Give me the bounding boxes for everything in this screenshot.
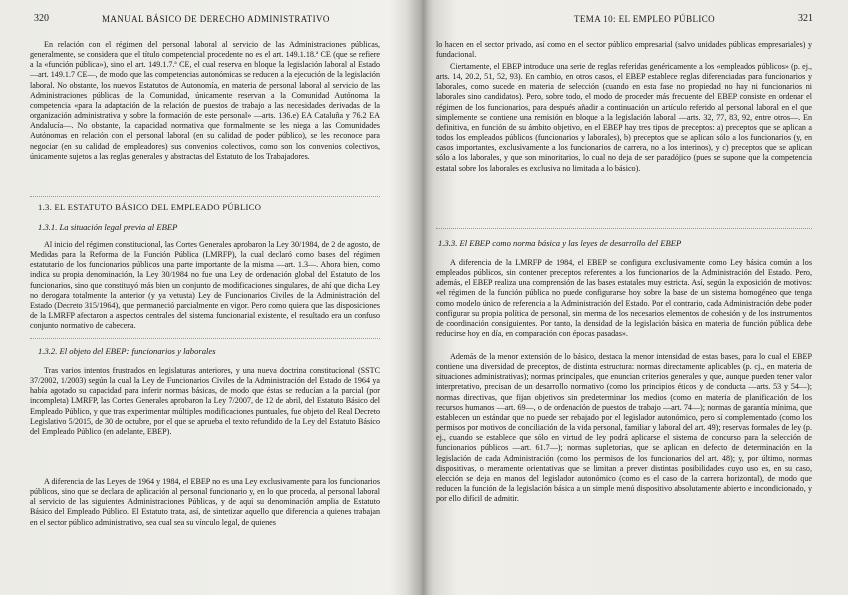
paragraph-continuation <box>436 40 812 60</box>
right-page <box>424 0 848 595</box>
gutter-shadow-left <box>406 0 424 595</box>
paragraph-1-3-1-text: Al inicio del régimen constitucional, las Cortes Generales aprobaron la Ley 30/1984, de 2 de agosto, de Medidas para la Reforma de la Función Pública (LMRFP), la cual declaró como bases del régimen estatutario de los funcionarios públicos una parte importante de la misma —art. 1.3—. Ahora bien, como indica su propia denominación, la Ley 30/1984 no fue una Ley de ordenación global del Estatuto de los funcionarios, sino que constituyó más bien un conjunto de modificaciones singulares, de ahí que dicha Ley no derogara totalmente la anterior (y ya vetusta) Ley de Funcionarios Civiles de la Administración del Estado (Decreto 315/1964), que permaneció parcialmente en vigor. Pero como quiera que las disposiciones de la LMRFP afectaron a aspectos centrales del sistema funcionarial existente, el resultado era un confuso conjunto normativo de cabecera. <box>30 240 380 331</box>
rule <box>436 228 812 230</box>
subsection-heading-1-3-3: 1.3.3. El EBEP como norma básica y las leyes de desarrollo del EBEP <box>438 238 682 248</box>
paragraph-1-3-2b-text: A diferencia de las Leyes de 1964 y 1984, el EBEP no es una Ley exclusivamente para los funcionarios públicos, sino que se declara de aplicación al personal funcionario y, en lo que proceda, al personal laboral al servicio de las siguientes Administraciones Públicas, y de aquí su denominación amplia de Estatuto Básico del Empleado Público. El Estatuto trata, así, de sintetizar aquello que diferencia a quienes trabajan en el sector público administrativo, sea cual sea su vínculo legal, de quienes <box>30 477 380 527</box>
paragraph-1-3-2a-text: Tras varios intentos frustrados en legislaturas anteriores, y una nueva doctrina constitucional (SSTC 37/2002, 1/2003) según la cual la Ley de Funcionarios Civiles de la Administración del Estado de 1964 ya había agotado su capacidad para inferir normas básicas, de modo que éstas se reducían a la parcial (por incompleta) LMRFP, las Cortes Generales aprobaron la Ley 7/2007, de 12 de abril, del Estatuto Básico del Empleado Público, y que tras experimentar múltiples modificaciones puntuales, fue objeto del Real Decreto Legislativo 5/2015, de 30 de octubre, por el que se aprueba el texto refundido de la Ley del Estatuto Básico del Empleado Público (en adelante, EBEP). <box>30 366 380 436</box>
paragraph-continuation-text: lo hacen en el sector privado, así como en el sector público empresarial (salvo unidades públicas empresariales) y fundacional. <box>436 40 812 60</box>
paragraph-ciertamente <box>436 62 812 174</box>
page-number-left: 320 <box>34 13 49 24</box>
paragraph-1-3-3b <box>436 352 812 504</box>
paragraph-1-3-1 <box>30 240 380 331</box>
rule <box>30 338 380 340</box>
paragraph-1-3-3b-text: Además de la menor extensión de lo básico, destaca la menor intensidad de estas bases, para lo cual el EBEP contiene una diversidad de preceptos, de distinta estructura: normas directamente aplicables (p. cj., en materia de situaciones administrativas); normas principales, que enuncian criterios generales y que, aunque pueden tener valor interpretativo, precisan de un desarrollo normativo (como los principios éticos y de conducta —arts. 53 y 54—); normas directivas, que fijan objetivos sin predeterminar los medios (como en materia de planificación de los recursos humanos —art. 69—, o de ordenación de puestos de trabajo —art. 74—); normas de garantía mínima, que establecen un estándar que no puede ser rebajado por el legislador autonómico, pero sí complementado (como los permisos por motivos de conciliación de la vida personal, familiar y laboral del art. 49); reservas formales de ley (p. ej., cuando se establece que sólo en virtud de ley podrá aplicarse el sistema de concurso para la selección de funcionarios públicos —art. 61.7—); normas supletorias, que se aplican en defecto de determinación en la legislación de cada Administración (como los permisos de los funcionarios del art. 48); y, por último, normas dispositivas, o meramente orientativas que se limitan a prever distintas posibilidades cuyo uso es, en su caso, elección se deja en manos del legislador autonómico (como es el caso de la carrera horizontal), de modo que reducen la función de la legislación básica a un simple menú dispositivo absolutamente abierto e incondicionado, y por ello difícil de admitir. <box>436 352 812 504</box>
section-heading-1-3: 1.3. EL ESTATUTO BÁSICO DEL EMPLEADO PÚBLICO <box>38 202 262 212</box>
gutter-shadow-right <box>424 0 434 595</box>
rule <box>30 196 380 198</box>
intro-paragraph <box>30 40 380 162</box>
running-head-left: MANUAL BÁSICO DE DERECHO ADMINISTRATIVO <box>102 14 330 24</box>
paragraph-1-3-2a <box>30 366 380 437</box>
intro-text: En relación con el régimen del personal laboral al servicio de las Administraciones públicas, generalmente, se considera que el título competencial procedente no es el art. 149.1.18.ª CE (que se refiere a la «función pública»), sino el art. 149.1.7.ª CE, el cual reserva en bloque la legislación laboral al Estado —art. 149.1.7 CE—, de modo que las competencias autonómicas se reducen a la ejecución de la legislación laboral. No obstante, los nuevos Estatutos de Autonomía, en materia de personal laboral al servicio de las Administraciones públicas de la Comunidad, únicamente reservan a la Comunidad Autónoma la competencia «para la adaptación de la relación de puestos de trabajo a las necesidades derivadas de la organización administrativa y sobre la formación de este personal» —arts. 136.e) EA Cataluña y 76.2 EA Andalucía—. No obstante, la capacidad normativa que formalmente se les niega a las Comunidades Autónomas en relación con el personal laboral (en su calidad de poder público), se les reconoce para negociar (en su calidad de empleadores) sus convenios colectivos, como son los convenios colectivos, únicamente sujetos a las reglas generales y abstractas del Estatuto de los Trabajadores. <box>30 40 380 161</box>
paragraph-1-3-3a <box>436 258 812 339</box>
running-head-right: TEMA 10: EL EMPLEO PÚBLICO <box>574 14 716 24</box>
subsection-heading-1-3-1: 1.3.1. La situación legal previa al EBEP <box>38 222 178 232</box>
paragraph-1-3-3a-text: A diferencia de la LMRFP de 1984, el EBEP se configura exclusivamente como Ley básica común a los empleados públicos, sin contener preceptos referentes a los funcionarios de la Administración del Estado. Pero, además, el EBEP realiza una comprensión de las bases estatales muy estricta. Así, según la exposición de motivos: «el régimen de la función pública no puede configurarse hoy sobre la base de un sistema homogéneo que tenga como modelo único de referencia a la Administración del Estado. Por el contrario, cada Administración debe poder configurar su propia política de personal, sin merma de los necesarios elementos de cohesión y de los instrumentos de coordinación consiguientes. Por tanto, la densidad de la legislación básica en materia de función pública debe reducirse hoy en día, en comparación con épocas pasadas». <box>436 258 812 339</box>
paragraph-ciertamente-text: Ciertamente, el EBEP introduce una serie de reglas referidas genéricamente a los «empleados públicos» (p. ej., arts. 14, 20.2, 51, 52, 93). En cambio, en otros casos, el EBEP establece reglas diferenciadas para funcionarios y laborales, como sucede en materia de selección (cuando en esta fase no propiedad no hay ni funcionarios ni laborales sino candidatos). Pero, sobre todo, el modo de proceder más frecuente del EBEP consiste en ordenar el régimen de los funcionarios, para después añadir a continuación un artículo referido al personal laboral en el que simplemente se contiene una remisión en bloque a la legislación laboral —arts. 32, 77, 83, 92, entre otros—. En definitiva, en función de su ámbito objetivo, en el EBEP hay tres tipos de preceptos: a) preceptos que se aplican a todos los empleados públicos (funcionarios y laborales), b) preceptos que se aplican sólo a los funcionarios (y, en casos importantes, exclusivamente a los funcionarios de carrera, no a los interinos), y c) preceptos que se aplican sólo a los laborales, y que son minoritarios, lo cual no deja de ser paradójico (pues se supone que la competencia estatal sobre los laborales es exclusiva no limitada a lo básico). <box>436 62 812 173</box>
paragraph-1-3-2b <box>30 477 380 528</box>
subsection-heading-1-3-2: 1.3.2. El objeto del EBEP: funcionarios y laborales <box>38 346 216 356</box>
page-number-right: 321 <box>798 13 813 24</box>
